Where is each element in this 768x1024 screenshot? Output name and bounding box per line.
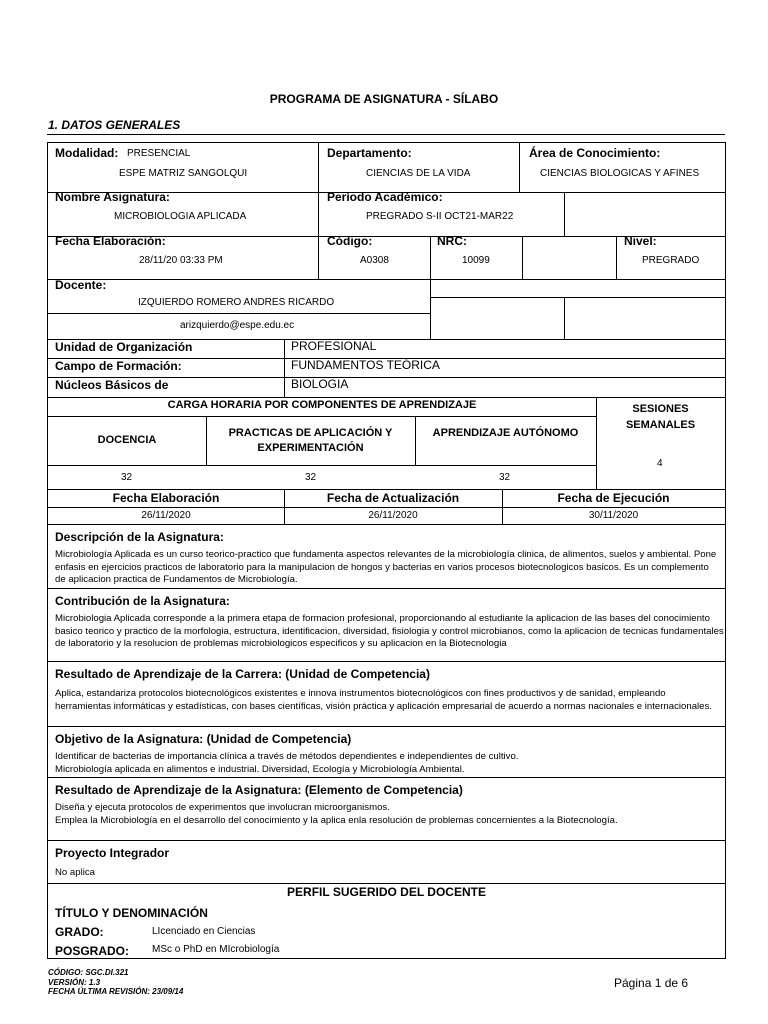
- row-line: [48, 726, 725, 727]
- asignatura-label: Nombre Asignatura:: [55, 190, 170, 204]
- col-line: [430, 236, 431, 339]
- campo-label: Campo de Formación:: [55, 359, 182, 373]
- modalidad-label: Modalidad:: [55, 146, 119, 160]
- document-title: PROGRAMA DE ASIGNATURA - SÍLABO: [269, 92, 499, 106]
- objetivo-line-1: Identificar de bacterias de importancia clínica a través de métodos dependientes e independientes de cultivo.: [55, 751, 519, 762]
- area-label: Área de Conocimiento:: [529, 146, 661, 160]
- section-rule: [47, 134, 725, 135]
- col-line: [564, 192, 565, 236]
- autonomo-value: 32: [499, 472, 511, 483]
- row-line: [48, 524, 725, 525]
- docente-email: arizquierdo@espe.edu.ec: [180, 320, 295, 331]
- departamento-label: Departamento:: [327, 146, 412, 160]
- resultado-carrera-title: Resultado de Aprendizaje de la Carrera: (Unidad de Competencia): [55, 667, 430, 681]
- col-line: [318, 143, 319, 279]
- sesiones-label-1: SESIONES: [632, 403, 689, 415]
- grado-value: LIcenciado en Ciencias: [152, 926, 256, 937]
- nrc-label: NRC:: [437, 234, 467, 248]
- descripcion-text: Microbiología Aplicada es un curso teorico-practico que fundamenta aspectos relevantes de la microbiología clinica, de alimentos, suelos y ambiental. Pone enfasis en ejercicios practicos de laboratorio para la manipulacion de hongos y bacterias en varios procesos biotecnologicos basicos. Es un complemento de aplicacion practica de Fundamentos de Microbiología.: [55, 549, 717, 585]
- row-line: [430, 297, 725, 298]
- practicas-value: 32: [305, 472, 317, 483]
- docente-label: Docente:: [55, 278, 107, 292]
- col-line: [616, 236, 617, 279]
- footer-version: VERSIÓN: 1.3: [48, 977, 101, 987]
- docencia-value: 32: [121, 472, 133, 483]
- unidad-value: PROFESIONAL: [291, 339, 377, 353]
- row-line: [48, 588, 725, 589]
- sesiones-value: 4: [657, 458, 663, 469]
- nivel-label: Nivel:: [624, 234, 657, 248]
- row-line: [48, 883, 725, 884]
- sesiones-label-2: SEMANALES: [625, 419, 696, 431]
- resultado-asignatura-title: Resultado de Aprendizaje de la Asignatura: (Elemento de Competencia): [55, 783, 463, 797]
- fecha-elab-header: Fecha Elaboración: [112, 491, 220, 505]
- campus-value: ESPE MATRIZ SANGOLQUI: [119, 168, 248, 179]
- posgrado-label: POSGRADO:: [55, 944, 130, 958]
- section-datos-generales: 1. DATOS GENERALES: [48, 118, 181, 132]
- objetivo-title: Objetivo de la Asignatura: (Unidad de Competencia): [55, 732, 352, 746]
- departamento-value: CIENCIAS DE LA VIDA: [366, 168, 471, 179]
- row-line: [48, 416, 596, 417]
- nucleos-label: Núcleos Básicos de: [55, 378, 169, 392]
- autonomo-header: APRENDIZAJE AUTÓNOMO: [432, 427, 579, 439]
- footer-fecha-revision: FECHA ÚLTIMA REVISIÓN: 23/09/14: [48, 987, 184, 996]
- nivel-value: PREGRADO: [642, 255, 700, 266]
- fecha-elaboracion-value: 28/11/20 03:33 PM: [139, 255, 223, 266]
- col-line: [415, 416, 416, 465]
- objetivo-line-2: Microbiología aplicada en alimentos e industrial. Diversidad, Ecología y Microbiología Ambiental.: [55, 764, 465, 775]
- periodo-label: Período Académico:: [327, 190, 443, 204]
- periodo-value: PREGRADO S-II OCT21-MAR22: [366, 211, 514, 222]
- campo-value: FUNDAMENTOS TEÓRICA: [291, 358, 440, 372]
- row-line: [48, 397, 725, 398]
- docencia-header: DOCENCIA: [97, 434, 157, 446]
- practicas-header-1: PRACTICAS DE APLICACIÓN Y: [228, 427, 393, 439]
- fecha-elaboracion-label: Fecha Elaboración:: [55, 234, 166, 248]
- row-line: [48, 661, 725, 662]
- area-value: CIENCIAS BIOLOGICAS Y AFINES: [540, 168, 700, 179]
- practicas-header-2: EXPERIMENTACIÓN: [257, 442, 364, 454]
- proyecto-text: No aplica: [55, 867, 95, 878]
- fecha-elab-value: 26/11/2020: [141, 510, 191, 521]
- row-line: [48, 313, 430, 314]
- perfil-header: PERFIL SUGERIDO DEL DOCENTE: [287, 885, 486, 899]
- descripcion-title: Descripción de la Asignatura:: [55, 530, 224, 544]
- unidad-label: Unidad de Organización: [55, 340, 193, 354]
- row-line: [48, 840, 725, 841]
- grado-label: GRADO:: [55, 925, 104, 939]
- resultado-asignatura-line-1: Diseña y ejecuta protocolos de experimentos que involucran microorganismos.: [55, 802, 390, 813]
- row-line: [48, 507, 725, 508]
- fecha-ejec-value: 30/11/2020: [588, 510, 639, 521]
- contribucion-text: Microbiologia Aplicada corresponde a la primera etapa de formacion profesional, proporcionando al estudiante la aplicacion de las bases del conocimiento basico teorico y practico de la morfologia, estructura, identificacion, diversidad, fisiologia y control microbianos, como la aplicacion de tecnicas fundamentales de laboratorio y la resolucion de problemas microbiologicos especificos y su aplicacion en la Biotecnologia: [55, 613, 724, 649]
- row-line: [48, 465, 596, 466]
- footer-codigo: CÓDIGO: SGC.DI.321: [48, 968, 129, 977]
- col-line: [206, 416, 207, 465]
- nucleos-value: BIOLOGIA: [291, 377, 349, 391]
- modalidad-value: PRESENCIAL: [127, 148, 191, 159]
- row-line: [48, 777, 725, 778]
- fecha-act-value: 26/11/2020: [368, 510, 418, 521]
- asignatura-value: MICROBIOLOGIA APLICADA: [114, 211, 247, 222]
- carga-header: CARGA HORARIA POR COMPONENTES DE APRENDIZAJE: [167, 399, 477, 411]
- contribucion-title: Contribución de la Asignatura:: [55, 594, 230, 608]
- fecha-ejec-header: Fecha de Ejecución: [557, 491, 670, 505]
- perfil-titulo: TÍTULO Y DENOMINACIÓN: [55, 906, 208, 920]
- posgrado-value: MSc o PhD en MIcrobiología: [152, 944, 280, 955]
- fecha-act-header: Fecha de Actualización: [326, 491, 460, 505]
- nrc-value: 10099: [462, 255, 490, 266]
- col-line: [519, 143, 520, 192]
- resultado-carrera-text: Aplica, estandariza protocolos biotecnológicos existentes e innova instrumentos biotecnológicos con fines productivos y de sanidad, empleando herramientas informáticas y estadísticas, con bases científicas, visión práctica y aplicación empresarial de acuerdo a normas nacionales e internacionales.: [55, 688, 712, 712]
- resultado-asignatura-line-2: Emplea la Microbiología en el desarrollo del conocimiento y la aplica enla resolución de problemas concernientes a la Biotecnología.: [55, 815, 618, 826]
- col-line: [284, 339, 285, 397]
- codigo-value: A0308: [360, 255, 389, 266]
- proyecto-title: Proyecto Integrador: [55, 846, 170, 860]
- docente-value: IZQUIERDO ROMERO ANDRES RICARDO: [138, 297, 335, 308]
- col-line: [522, 236, 523, 279]
- document-footer: [48, 968, 183, 997]
- page-number: Página 1 de 6: [614, 976, 689, 990]
- row-line: [48, 279, 725, 280]
- syllabus-table: [47, 142, 726, 959]
- row-line: [48, 489, 725, 490]
- codigo-label: Código:: [327, 234, 373, 248]
- col-line: [564, 297, 565, 339]
